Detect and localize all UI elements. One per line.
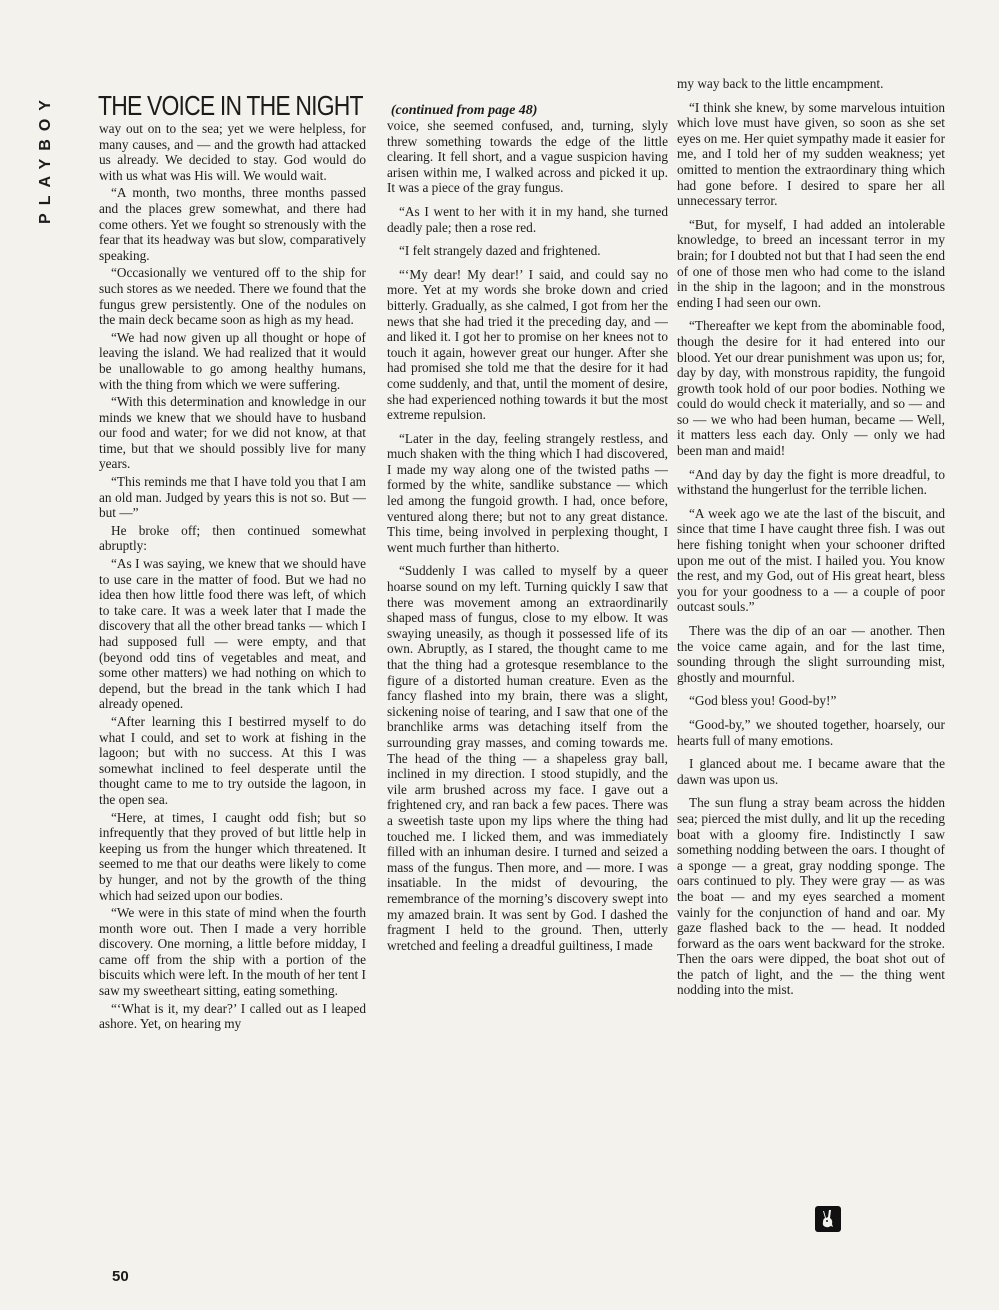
paragraph: “‘My dear! My dear!’ I said, and could say no more. Yet at my words she broke down and cried bitterly. Gradually, as she calmed, I got from her the news that she had tried it the preceding day, and — and liked it. I got her to promise on her knees not to touch it again, however great our hunger. After she had promised she told me that the desire for it had come suddenly, and that, until the moment of desire, she had experienced nothing towards it but the most extreme repulsion. [387, 266, 668, 423]
paragraph: “Occasionally we ventured off to the ship for such stores as we needed. There we found that the fungus grew persistently. One of the nodules on the main deck became soon as high as my head. [99, 265, 366, 328]
paragraph: “Thereafter we kept from the abominable food, though the desire for it had entered into our blood. Yet our drear punishment was upon us; for, day by day, with monstrous rapidity, the fungoid growth took hold of our poor bodies. Nothing we could do would check it materially, and so — and so — we who had been human, became — Well, it matters less each day. Only — only we had been man and maid! [677, 318, 945, 459]
paragraph: “As I was saying, we knew that we should have to use care in the matter of food. But we had no idea then how little food there was left, of which to take care. It was a week later that I made the discovery that all the other bread tanks — which I had supposed full — were empty, and that (beyond odd tins of vegetables and meat, and some other matters) we had nothing on which to depend, but the bread in the tank which I had already opened. [99, 556, 366, 712]
continued-note: (continued from page 48) [390, 102, 538, 118]
paragraph: “I think she knew, by some marvelous intuition which love must have given, so soon as she set eyes on me. Her quiet sympathy made it easier for me, and I told her of my sudden weakness; yet omitted to mention the extraordinary thing which had gone before. I desired to spare her all unnecessary terror. [677, 99, 945, 209]
paragraph: “After learning this I bestirred myself to do what I could, and set to work at fishing in the lagoon; but with no success. At this I was somewhat inclined to feel desperate until the thought came to me to try outside the lagoon, in the open sea. [99, 713, 366, 807]
paragraph: I glanced about me. I became aware that the dawn was upon us. [677, 756, 945, 787]
page-number: 50 [112, 1268, 129, 1285]
paragraph: “Here, at times, I caught odd fish; but so infrequently that they proved of but little help in keeping us from the hunger which threatened. It seemed to me that our deaths were likely to come by hunger, and not by the growth of the thing which had seized upon our bodies. [99, 809, 366, 903]
paragraph: way out on to the sea; yet we were helpless, for many causes, and — and the growth had attacked us already. We decided to stay. God would do with us what was His will. We would wait. [99, 121, 366, 183]
magazine-name: PLAYBOY [37, 92, 54, 224]
paragraph: “A month, two months, three months passed and the places grew somewhat, and there had come others. Yet we fought so strenously with the fear that its headway was but slow, comparatively speaking. [99, 185, 366, 263]
paragraph: “And day by day the fight is more dreadful, to withstand the hungerlust for the terrible lichen. [677, 466, 945, 498]
article-header [98, 80, 538, 121]
paragraph: “We were in this state of mind when the fourth month wore out. Then I made a very horrible discovery. One morning, a little before midday, I came off from the ship with a portion of the biscuits which were left. In the mouth of her tent I saw my sweetheart sitting, eating something. [99, 905, 366, 999]
playboy-rabbit-head-icon [815, 1206, 841, 1232]
paragraph: “Good-by,” we shouted together, hoarsely, our hearts full of many emotions. [677, 716, 945, 748]
paragraph: “With this determination and knowledge in our minds we knew that we should have to husband our food and water; for we did not know, at that time, but that we should possibly live for many years. [99, 394, 366, 472]
text-column-3 [677, 76, 945, 1196]
text-column-1 [99, 121, 366, 1256]
article-title: THE VOICE IN THE NIGHT [98, 90, 363, 121]
paragraph: “A week ago we ate the last of the biscuit, and since that time I have caught three fish. I was out here fishing tonight when your schooner drifted upon me out of the mist. I hailed you. You know the rest, and my God, out of His great heart, bless you for your goodness to a — a couple of poor outcast souls.” [677, 505, 945, 615]
paragraph: “Suddenly I was called to myself by a queer hoarse sound on my left. Turning quickly I saw that there was movement among an extraordinarily shaped mass of fungus, close to my elbow. It was swaying uneasily, as though it possessed life of its own. Abruptly, as I stared, the thought came to me that the thing had a grotesque resemblance to the figure of a distorted human creature. Even as the fancy flashed into my brain, there was a slight, sickening noise of tearing, and I saw that one of the branchlike arms was detaching itself from the surrounding gray masses, and coming towards me. The head of the thing — a shapeless gray ball, inclined in my direction. I stood stupidly, and the vile arm brushed across my face. I gave out a frightened cry, and ran back a few paces. There was a sweetish taste upon my lips where the thing had touched me. I licked them, and was immediately filled with an inhuman desire. I turned and seized a mass of the fungus. Then more, and — more. I was insatiable. In the midst of devouring, the remembrance of the morning’s discovery swept into my amazed brain. It was sent by God. I dashed the fragment I held to the ground. Then, utterly wretched and feeling a dreadful guiltiness, I made [387, 563, 668, 953]
paragraph: There was the dip of an oar — another. Then the voice came again, and for the last time, sounding through the slight surrounding mist, ghostly and mournful. [677, 623, 945, 685]
paragraph: “God bless you! Good-by!” [689, 693, 837, 709]
paragraph: “We had now given up all thought or hope of leaving the island. We had realized that it would be unallowable to go among healthy humans, with the thing from which we were suffering. [99, 329, 366, 392]
magazine-name-vertical [26, 78, 66, 238]
paragraph: my way back to the little encampment. [677, 76, 884, 91]
paragraph: “But, for myself, I had added an intolerable knowledge, to breed an incessant terror in my brain; for I doubted not but that I had seen the end of one of those men who had come to the island in the ship in the lagoon; and in the monstrous ending I had seen our own. [677, 216, 945, 310]
text-column-2 [387, 118, 668, 1248]
paragraph: He broke off; then continued somewhat abruptly: [99, 522, 366, 554]
paragraph: “I felt strangely dazed and frightened. [399, 243, 601, 259]
paragraph: “This reminds me that I have told you that I am an old man. Judged by years this is not so. But — but —” [99, 474, 366, 521]
paragraph: voice, she seemed confused, and, turning, slyly threw something towards the edge of the little clearing. It fell short, and a vague suspicion having arisen within me, I walked across and picked it up. It was a piece of the gray fungus. [387, 118, 668, 196]
paragraph: The sun flung a stray beam across the hidden sea; pierced the mist dully, and lit up the receding boat with a gloomy fire. Indistinctly I saw something nodding between the oars. I thought of a sponge — a great, gray nodding sponge. The oars continued to ply. They were gray — as was the boat — and my eyes searched a moment vainly for the conjunction of hand and oar. My gaze flashed back to the — head. It nodded forward as the oars went backward for the stroke. Then the oars were dipped, the boat shot out of the patch of light, and the — the thing went nodding into the mist. [677, 795, 945, 998]
paragraph: “‘What is it, my dear?’ I called out as I leaped ashore. Yet, on hearing my [99, 1000, 366, 1032]
paragraph: “Later in the day, feeling strangely restless, and much shaken with the thing which I had discovered, I made my way along one of the twisted paths — formed by the white, sandlike substance — which led among the fungoid growth. I had, once before, ventured along there; but not to any great distance. This time, being involved in perplexing thought, I went much further than hitherto. [387, 430, 668, 555]
paragraph: “As I went to her with it in my hand, she turned deadly pale; then a rose red. [387, 203, 668, 235]
